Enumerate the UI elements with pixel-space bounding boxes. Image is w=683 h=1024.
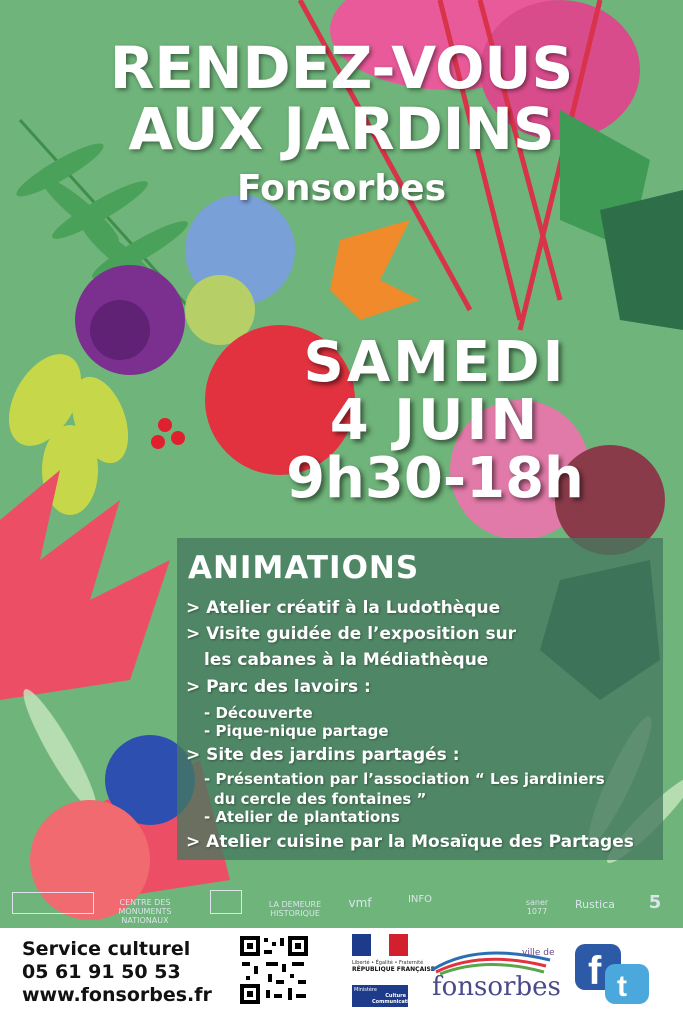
animations-title: ANIMATIONS xyxy=(188,550,420,586)
animation-subitem: - Atelier de plantations xyxy=(204,808,400,826)
animation-item: > Parc des lavoirs : xyxy=(186,677,371,697)
event-date: 4 JUIN xyxy=(329,388,541,453)
animation-item: > Site des jardins partagés : xyxy=(186,745,460,765)
subtitle: Fonsorbes xyxy=(236,168,447,209)
animation-subitem: - Découverte xyxy=(204,704,313,722)
ministere-label: Ministère xyxy=(354,987,377,993)
animation-item: > Visite guidée de l’exposition sur xyxy=(186,624,517,644)
animation-subitem: - Pique-nique partage xyxy=(204,722,389,740)
motto: Liberté • Égalité • Fraternité xyxy=(352,960,424,966)
animation-subitem: - Présentation par l’association “ Les jardiniers xyxy=(204,770,605,788)
sponsor-logo-2 xyxy=(210,890,242,914)
twitter-icon[interactable] xyxy=(605,964,649,1004)
sponsor-rustica: Rustica xyxy=(575,898,616,911)
sponsor-demeure: LA DEMEURE HISTORIQUE xyxy=(268,900,322,918)
republique-francaise-logo xyxy=(352,934,435,1014)
sponsor-saner: saner 1077 xyxy=(525,898,549,916)
svg-text:f: f xyxy=(588,949,602,993)
event-hours: 9h30-18h xyxy=(286,446,584,511)
animation-item: les cabanes à la Médiathèque xyxy=(204,650,489,670)
logo-small-text: ville de xyxy=(522,948,555,958)
sponsor-centre-monuments: CENTRE DES MONUMENTS NATIONAUX xyxy=(118,898,172,925)
social-icons xyxy=(573,942,653,1008)
footer xyxy=(0,928,683,1024)
website-link[interactable]: www.fonsorbes.fr xyxy=(22,984,212,1006)
sponsor-logo-1 xyxy=(12,892,94,914)
event-day: SAMEDI xyxy=(303,330,567,395)
sponsor-info: INFO xyxy=(407,894,433,905)
sponsor-tv: 5 xyxy=(648,892,662,913)
ministere-culture-badge xyxy=(352,985,416,1007)
animation-subitem: du cercle des fontaines ” xyxy=(214,790,427,808)
sponsor-vmf: vmf xyxy=(348,896,372,910)
animation-item: > Atelier créatif à la Ludothèque xyxy=(186,598,501,618)
animation-item: > Atelier cuisine par la Mosaïque des Partages xyxy=(186,832,634,852)
logo-name: fonsorbes xyxy=(432,972,561,1002)
sponsor-logos xyxy=(0,880,683,928)
qr-code-icon xyxy=(238,934,310,1006)
culture-label: Culture Communication xyxy=(372,993,416,1005)
republique-label: RÉPUBLIQUE FRANÇAISE xyxy=(352,966,435,973)
french-flag-icon xyxy=(352,934,408,956)
title-line-2: AUX JARDINS xyxy=(128,95,555,163)
svg-text:t: t xyxy=(617,970,627,1003)
phone-number: 05 61 91 50 53 xyxy=(22,961,181,983)
service-name: Service culturel xyxy=(22,938,191,960)
title-line-1: RENDEZ-VOUS xyxy=(109,34,574,102)
fonsorbes-logo xyxy=(426,942,561,1006)
